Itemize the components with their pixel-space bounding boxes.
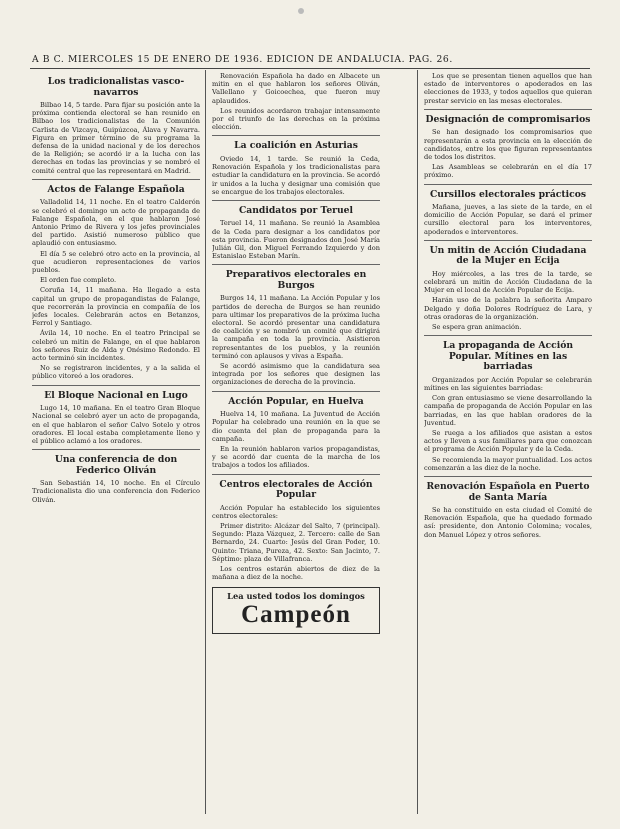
section-divider — [212, 200, 380, 201]
page-header: A B C. MIERCOLES 15 DE ENERO DE 1936. EDICION DE ANDALUCIA. PAG. 26. — [32, 54, 453, 65]
article-paragraph: El orden fue completo. — [40, 276, 117, 285]
article-paragraph: Organizados por Acción Popular se celebrarán mítines en las siguientes barriadas: — [424, 375, 592, 392]
article-paragraph: Ávila 14, 10 noche. En el teatro Principal se celebró un mitin de Falange, en el que hablaron los señores Ruiz de Alda y Onésimo Redondo. El acto terminó sin incidentes. — [32, 329, 200, 362]
article-headline: Designación de compromisarios — [425, 113, 591, 125]
article-paragraph: Los reunidos acordaron trabajar intensamente por el triunfo de las derechas en la próxima elección. — [212, 106, 380, 132]
article-paragraph: Se recomienda la mayor puntualidad. Los actos comenzarán a las diez de la noche. — [424, 455, 592, 472]
article-paragraph: Bilbao 14, 5 tarde. Para fijar su posición ante la próxima contienda electoral se han reunido en Bilbao los tradicionalistas de la Comunión Carlista de Vizcaya, Guipúzcoa, Álava y Navarra. Figura en primer término de su programa la defensa de la unidad nacional y de los derechos de la Religión; se acordó ir a la lucha con las derechas en todas las provincias y se nombró el comité central que las representará en Madrid. — [32, 101, 200, 175]
section-divider — [32, 179, 200, 180]
article-paragraph: Renovación Española ha dado en Albacete un mitin en el que hablaron los señores Oliván, Vallellano y Goicoechea, que fueron muy aplaudidos. — [212, 72, 380, 105]
column-divider — [417, 70, 418, 814]
section-divider — [212, 264, 380, 265]
section-divider — [212, 391, 380, 392]
section-divider — [424, 335, 592, 336]
article-headline: Preparativos electorales en Burgos — [225, 269, 367, 291]
article-paragraph: Con gran entusiasmo se viene desarrollando la campaña de propaganda de Acción Popular en las barriadas, en las que hablan oradores de la Juventud. — [424, 394, 592, 427]
article-paragraph: Los centros estarán abiertos de diez de la mañana a diez de la noche. — [212, 565, 380, 582]
article-headline: Los tradicionalistas vasco-navarros — [47, 76, 185, 98]
article-paragraph: Los que se presentan tienen aquellos que han estado de interventores o apoderados en las elecciones de 1933, y todos aquellos que quieran prestar servicio en las mesas electorales. — [424, 72, 592, 105]
section-divider — [424, 184, 592, 185]
column-3 — [424, 72, 592, 812]
section-divider — [212, 474, 380, 475]
article-paragraph: Oviedo 14, 1 tarde. Se reunió la Ceda, Renovación Española y los tradicionalistas para estudiar la candidatura en la provincia. Se acordó ir unidos a la lucha y designar una comisión que se encargue de los trabajos electorales. — [212, 154, 380, 196]
article-paragraph: El día 5 se celebró otro acto en la provincia, al que acudieron representaciones de varios pueblos. — [32, 249, 200, 274]
section-divider — [32, 385, 200, 386]
article-paragraph: Huelva 14, 10 mañana. La Juventud de Acción Popular ha celebrado una reunión en la que se dio cuenta del plan de propaganda para la campaña. — [212, 410, 380, 443]
article-paragraph: Coruña 14, 11 mañana. Ha llegado a esta capital un grupo de propagandistas de Falange, que recorrerán la provincia en compañía de los jefes locales. Celebrarán actos en Betanzos, Ferrol y Santiago. — [32, 286, 200, 328]
article-paragraph: Las Asambleas se celebrarán en el día 17 próximo. — [424, 163, 592, 180]
article-headline: Un mitin de Acción Ciudadana de la Mujer en Ecija — [429, 244, 587, 267]
column-divider — [205, 70, 206, 814]
article-paragraph: Se ha constituido en esta ciudad el Comité de Renovación Española, que ha quedado formado así: presidente, don Antonio Colomina; vocales, don Manuel López y otros señores. — [424, 506, 592, 539]
article-paragraph: Acción Popular ha establecido los siguientes centros electorales: — [212, 503, 380, 520]
ad-title: Campeón — [241, 601, 351, 629]
article-paragraph: Mañana, jueves, a las siete de la tarde, en el domicilio de Acción Popular, se dará el primer cursillo electoral para los interventores, apoderados e interventores. — [424, 203, 592, 236]
binding-hole — [298, 8, 304, 14]
column-1 — [32, 72, 200, 812]
article-headline: Centros electorales de Acción Popular — [219, 478, 373, 501]
article-paragraph: Primer distrito: Alcázar del Salto, 7 (principal). Segundo: Plaza Vázquez, 2. Tercero: calle de San Bernardo, 24. Cuarto: Jesús del Gran Poder, 10. Quinto: Triana, Pureza, 42. Sexto: San Jacinto, 7. Séptimo: plaza de Villafranca. — [212, 522, 380, 563]
article-headline: Una conferencia de don Federico Oliván — [54, 454, 178, 476]
section-divider — [32, 449, 200, 450]
section-divider — [424, 476, 592, 477]
article-headline: El Bloque Nacional en Lugo — [44, 389, 188, 401]
article-paragraph: Se acordó asimismo que la candidatura sea integrada por los señores que designen las organizaciones de derecha de la provincia. — [212, 362, 380, 387]
section-divider — [424, 109, 592, 110]
article-headline: La coalición en Asturias — [234, 140, 358, 152]
article-paragraph: San Sebastián 14, 10 noche. En el Círculo Tradicionalista dio una conferencia don Federico Oliván. — [32, 479, 200, 504]
article-paragraph: Se ruega a los afiliados que asistan a estos actos y lleven a sus familiares para que conozcan el programa de Acción Popular y de la Ceda. — [424, 428, 592, 454]
campeon-advertisement — [212, 587, 380, 634]
ad-tagline: Lea usted todos los domingos — [227, 591, 365, 602]
article-paragraph: Se espera gran animación. — [432, 323, 522, 332]
column-2 — [212, 72, 380, 812]
header-rule — [30, 68, 590, 69]
article-paragraph: Hoy miércoles, a las tres de la tarde, se celebrará un mitin de Acción Ciudadana de la Mujer en el local de Acción Popular de Ecija. — [424, 269, 592, 295]
section-divider — [424, 240, 592, 241]
article-headline: La propaganda de Acción Popular. Mítines en las barriadas — [442, 340, 574, 373]
article-paragraph: Lugo 14, 10 mañana. En el teatro Gran Bloque Nacional se celebró ayer un acto de propaganda, en el que hablaron el señor Calvo Sotelo y otros oradores. El local estaba completamente lleno y el público aclamó a los oradores. — [32, 404, 200, 445]
article-headline: Actos de Falange Española — [47, 183, 185, 195]
article-paragraph: En la reunión hablaron varios propagandistas, y se acordó dar cuenta de la marcha de los trabajos a todos los afiliados. — [212, 445, 380, 470]
article-paragraph: Se han designado los compromisarios que representarán a esta provincia en la elección de candidatos, entre los que figuran representantes de todos los distritos. — [424, 128, 592, 161]
article-headline: Renovación Española en Puerto de Santa María — [426, 481, 590, 503]
article-headline: Acción Popular, en Huelva — [228, 395, 364, 407]
article-paragraph: Burgos 14, 11 mañana. La Acción Popular y los partidos de derecha de Burgos se han reunido para ultimar los preparativos de la próxima lucha electoral. Se acordó presentar una candidatura de coalición y se nombró un comité que dirigirá la campaña en toda la provincia. Asistieron representantes de los pueblos, y la reunión terminó con aplausos y vivas a España. — [212, 294, 380, 360]
article-paragraph: Valladolid 14, 11 noche. En el teatro Calderón se celebró el domingo un acto de propaganda de Falange Española, en el que hablaron José Antonio Primo de Rivera y los jefes provinciales del partido. Asistió numeroso público que aplaudió con entusiasmo. — [32, 198, 200, 248]
article-paragraph: No se registraron incidentes, y a la salida el público vitoreó a los oradores. — [32, 364, 200, 381]
section-divider — [212, 135, 380, 136]
article-headline: Cursillos electorales prácticos — [429, 188, 587, 200]
article-paragraph: Teruel 14, 11 mañana. Se reunió la Asamblea de la Ceda para designar a los candidatos por esta provincia. Fueron designados don José María Julián Gil, don Miguel Ferrando Izquierdo y don Estanislao Esteban Marín. — [212, 219, 380, 261]
article-headline: Candidatos por Teruel — [238, 204, 354, 216]
article-paragraph: Harán uso de la palabra la señorita Amparo Delgado y doña Dolores Rodríguez de Lara, y otras oradoras de la organización. — [424, 296, 592, 321]
